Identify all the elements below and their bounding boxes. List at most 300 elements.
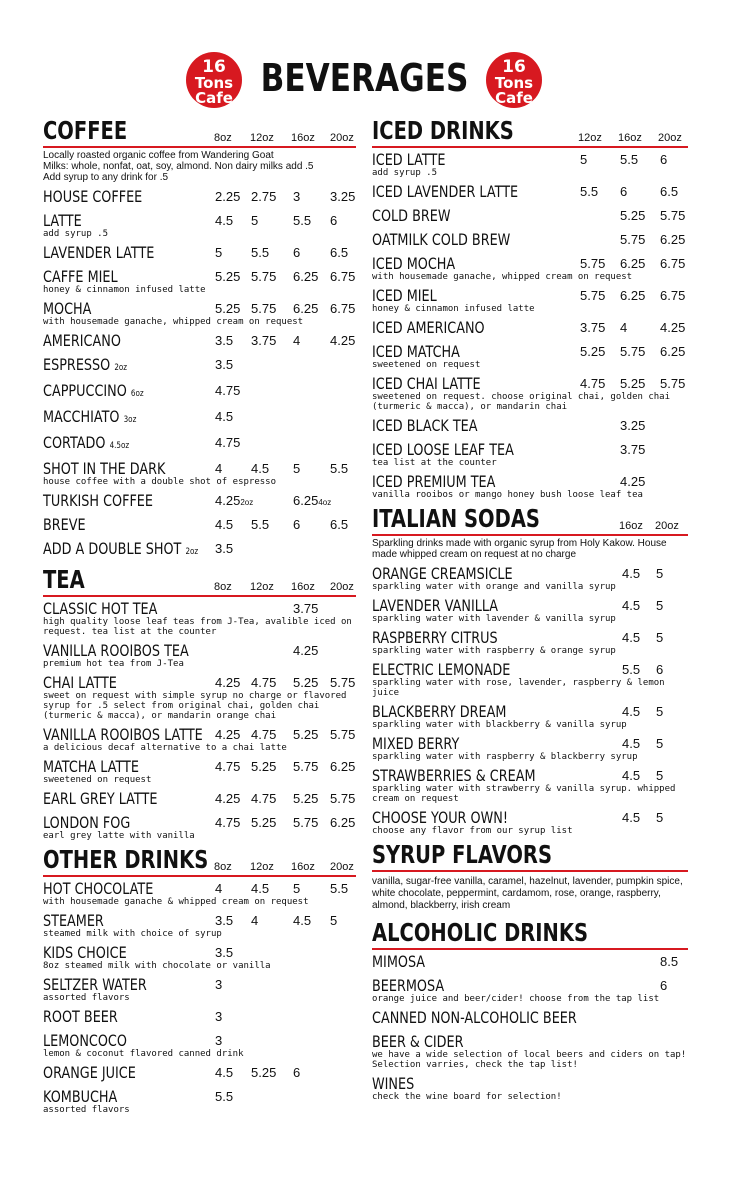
item-price-value: 5.75 (251, 301, 277, 316)
menu-item (43, 331, 356, 351)
item-name (43, 434, 129, 455)
item-price-value: 5.75 (580, 288, 606, 303)
item-description: sparkling water with lavender & vanilla syrup (372, 614, 616, 624)
item-price-value: 4.5 (622, 566, 641, 581)
item-price (215, 882, 222, 896)
item-price-value: 6.75 (660, 256, 686, 271)
item-name (372, 953, 425, 971)
item-price (330, 728, 355, 742)
item-price (622, 769, 640, 783)
item-price (656, 599, 663, 613)
item-name-text: ICED CHAI LATTE (372, 374, 481, 393)
item-price-value: 6 (660, 978, 668, 993)
item-name (43, 600, 157, 618)
item-price-value: 5.75 (293, 815, 319, 830)
item-description: sweet on request with simple syrup no charge or flavored syrup for .5 select from original chai, golden chai (turmeric & macca), or mandarin orange chai (43, 691, 347, 721)
item-price (620, 345, 645, 359)
item-price-value: 6 (330, 213, 338, 228)
item-price-value: 4 (293, 333, 301, 348)
item-name (43, 674, 117, 692)
item-description: sparkling water with raspberry & blackberry syrup (372, 752, 638, 762)
item-description: sparkling water with raspberry & orange syrup (372, 646, 616, 656)
item-price-value: 4.25 (620, 474, 646, 489)
item-name (43, 944, 127, 962)
item-name (372, 207, 450, 225)
item-price-value: 5 (293, 881, 301, 896)
item-name-text: CAFFE MIEL (43, 267, 118, 286)
item-price-value: 4.5 (622, 768, 641, 783)
menu-item (372, 976, 688, 1004)
item-price (293, 816, 318, 830)
item-list (372, 952, 688, 1102)
size-label: 8oz (214, 132, 232, 144)
item-name-text: ICED LOOSE LEAF TEA (372, 440, 514, 459)
item-price (293, 214, 311, 228)
item-name-text: VANILLA ROOIBOS LATTE (43, 725, 203, 744)
item-description: lemon & coconut flavored canned drink (43, 1049, 244, 1059)
item-name-text: CHAI LATTE (43, 673, 117, 692)
syrup-list: vanilla, sugar-free vanilla, caramel, hazelnut, lavender, pumpkin spice, white chocolate, peppermint, cardamom, rose, orange, raspberry, almond, blackberry, irish cream (372, 876, 683, 911)
item-size-note: 2oz (185, 547, 199, 557)
section-title: ICED DRINKS (372, 116, 514, 145)
item-name-text: OATMILK COLD BREW (372, 230, 511, 249)
item-price (660, 209, 685, 223)
item-name (372, 1075, 414, 1093)
size-label: 12oz (250, 861, 274, 873)
item-name-text: STEAMER (43, 911, 104, 930)
menu-item (43, 267, 356, 295)
item-description: honey & cinnamon infused latte (43, 285, 206, 295)
item-price (215, 246, 222, 260)
item-name-text: MATCHA LATTE (43, 757, 139, 776)
item-list (372, 564, 688, 836)
item-price-value: 3.5 (215, 333, 234, 348)
item-price (660, 185, 678, 199)
item-name-text: ESPRESSO (43, 355, 111, 374)
item-size-note: 6oz (130, 389, 144, 399)
item-price (660, 979, 667, 993)
item-price-value: 4.5 (215, 1065, 234, 1080)
item-name-text: BREVE (43, 515, 86, 534)
size-label: 20oz (330, 132, 354, 144)
item-description: sweetened on request. choose original chai, golden chai (turmeric & macca), or mandarin chai (372, 392, 671, 412)
item-description: with housemade ganache & whipped cream on request (43, 897, 309, 907)
item-description: house coffee with a double shot of espresso (43, 477, 276, 487)
item-price-value: 3.75 (293, 601, 319, 616)
item-price (215, 1066, 233, 1080)
item-price (293, 644, 318, 658)
item-description: vanilla rooibos or mango honey bush loose leaf tea (372, 490, 643, 500)
menu-item (372, 1074, 688, 1102)
item-price-value: 5.25 (293, 727, 319, 742)
item-price-value: 5 (656, 630, 664, 645)
item-price-value: 4 (251, 913, 259, 928)
item-size-note: 4.5oz (109, 441, 130, 451)
item-price (620, 257, 645, 271)
item-price-value: 5.75 (330, 791, 356, 806)
item-price-value: 5.75 (293, 759, 319, 774)
item-price-value: 5.25 (251, 759, 277, 774)
item-name (43, 356, 127, 377)
section-title: ALCOHOLIC DRINKS (372, 918, 589, 947)
item-name (43, 268, 118, 286)
item-price-value: 6.5 (330, 245, 349, 260)
item-price-value: 6.25 (660, 344, 686, 359)
item-price (656, 737, 663, 751)
item-price (215, 676, 240, 690)
item-price-value: 5 (656, 704, 664, 719)
item-name (372, 597, 498, 615)
item-price-value: 4.25 (215, 727, 241, 742)
menu-item (43, 1063, 356, 1083)
item-price-value: 5 (251, 213, 259, 228)
section-header (372, 918, 688, 950)
item-price (656, 769, 663, 783)
menu-item (372, 734, 688, 762)
section-other-drinks (43, 845, 356, 1115)
item-description: assorted flavors (43, 1105, 130, 1115)
item-price-value: 6.25 (330, 759, 356, 774)
item-description: orange juice and beer/cider! choose from the tap list (372, 994, 660, 1004)
menu-item (43, 943, 356, 971)
item-price (620, 233, 645, 247)
item-name (43, 642, 189, 660)
item-name (43, 408, 136, 429)
menu-item (43, 187, 356, 207)
item-name (372, 255, 455, 273)
intro-line: Locally roasted organic coffee from Wandering Goat (43, 150, 274, 161)
item-price (293, 246, 300, 260)
item-name-text: COLD BREW (372, 206, 451, 225)
item-description: tea list at the counter (372, 458, 497, 468)
item-price-value: 5 (656, 598, 664, 613)
item-list (43, 599, 356, 841)
item-price-value: 5.75 (660, 208, 686, 223)
item-price-value: 5 (656, 810, 664, 825)
item-price (251, 518, 269, 532)
item-price-value: 4.75 (251, 675, 277, 690)
menu-item (43, 789, 356, 809)
item-name-text: RASPBERRY CITRUS (372, 628, 498, 647)
item-price (660, 345, 685, 359)
section-header (43, 116, 356, 148)
item-price (293, 518, 300, 532)
item-name (43, 492, 153, 510)
intro-line: made whipped cream on request at no charge (372, 549, 577, 560)
item-price (656, 705, 663, 719)
item-price (251, 462, 269, 476)
item-price-value: 4.5 (622, 810, 641, 825)
item-price-value: 5.25 (251, 815, 277, 830)
menu-item (43, 975, 356, 1003)
item-name-text: LONDON FOG (43, 813, 131, 832)
item-name (372, 735, 459, 753)
item-description: sparkling water with rose, lavender, raspberry & lemon juice (372, 678, 665, 698)
item-price (215, 760, 240, 774)
item-price (620, 419, 645, 433)
item-price-value: 5.5 (620, 152, 639, 167)
menu-item (372, 182, 688, 202)
menu-item (43, 641, 356, 669)
item-name (372, 809, 508, 827)
item-price (660, 153, 667, 167)
item-name-text: ORANGE CREAMSICLE (372, 564, 513, 583)
item-price (251, 270, 276, 284)
section-header (43, 565, 356, 597)
item-price (330, 246, 348, 260)
item-name (43, 188, 142, 206)
item-price-value: 5.75 (660, 376, 686, 391)
item-name-text: BEERMOSA (372, 976, 445, 995)
section-tea (43, 565, 356, 841)
item-price-value: 4.5 (293, 913, 312, 928)
item-list (43, 187, 356, 561)
menu-item (372, 206, 688, 226)
item-price (215, 436, 240, 450)
item-price-value: 6 (656, 662, 664, 677)
item-list (372, 150, 688, 500)
item-name-text: LAVENDER VANILLA (372, 596, 499, 615)
item-description: sweetened on request (372, 360, 481, 370)
section-iced-drinks (372, 116, 688, 500)
item-price (656, 663, 663, 677)
item-price-value: 3 (215, 977, 223, 992)
item-name-text: ICED LATTE (372, 150, 446, 169)
item-price-value: 6.75 (330, 269, 356, 284)
item-price-value: 4.5 (622, 630, 641, 645)
item-size-note: 2oz (114, 363, 128, 373)
item-price-value: 5.75 (620, 344, 646, 359)
item-name-text: KOMBUCHA (43, 1087, 118, 1106)
item-price (251, 334, 276, 348)
item-price (215, 384, 240, 398)
size-label: 20oz (655, 520, 679, 532)
item-description: with housemade ganache, whipped cream on request (372, 272, 633, 282)
item-name-text: TURKISH COFFEE (43, 491, 153, 510)
menu-item (43, 1087, 356, 1115)
size-label: 16oz (291, 132, 315, 144)
item-name-text: SHOT IN THE DARK (43, 459, 166, 478)
item-description: sparkling water with strawberry & vanilla syrup. whipped cream on request (372, 784, 676, 804)
item-price-value: 4.5 (622, 736, 641, 751)
menu-item (372, 952, 688, 972)
size-label: 12oz (578, 132, 602, 144)
item-price (251, 816, 276, 830)
menu-item (372, 374, 688, 412)
item-name (372, 977, 444, 995)
item-price-value: 6 (293, 517, 301, 532)
item-name-text: SELTZER WATER (43, 975, 147, 994)
item-price (330, 816, 355, 830)
item-name (372, 231, 510, 249)
item-price (620, 209, 645, 223)
cafe-logo-right: 16 Tons Cafe www.16tonscafe.com (486, 52, 542, 108)
item-name (372, 661, 510, 679)
item-name (43, 726, 203, 744)
item-price (580, 153, 587, 167)
item-description: sweetened on request (43, 775, 152, 785)
section-header (43, 845, 356, 877)
menu-item (43, 813, 356, 841)
item-name (43, 516, 86, 534)
item-price (251, 760, 276, 774)
item-description: earl grey latte with vanilla (43, 831, 195, 841)
item-name-text: ICED MIEL (372, 286, 437, 305)
item-description: with housemade ganache, whipped cream on request (43, 317, 304, 327)
size-label: 16oz (291, 861, 315, 873)
menu-item (43, 433, 356, 455)
item-price-value: 5.5 (580, 184, 599, 199)
item-price-value: 4.5 (622, 598, 641, 613)
item-name-text: LAVENDER LATTE (43, 243, 155, 262)
size-label: 20oz (330, 581, 354, 593)
item-name-text: MOCHA (43, 299, 92, 318)
item-name (372, 151, 445, 169)
item-price (293, 270, 318, 284)
item-name-text: KIDS CHOICE (43, 943, 127, 962)
menu-item (43, 757, 356, 785)
item-price (215, 410, 233, 424)
item-description: sparkling water with blackberry & vanilla syrup (372, 720, 627, 730)
item-price (330, 760, 355, 774)
item-price (330, 882, 348, 896)
item-description: add syrup .5 (372, 168, 438, 178)
item-price (660, 257, 685, 271)
size-label: 16oz (618, 132, 642, 144)
item-price (215, 792, 240, 806)
item-name (372, 1009, 577, 1027)
item-price (215, 1090, 233, 1104)
item-price (293, 602, 318, 616)
item-price-value: 5.25 (293, 791, 319, 806)
size-label: 12oz (250, 132, 274, 144)
item-price (215, 358, 233, 372)
menu-item (43, 407, 356, 429)
menu-item (43, 459, 356, 487)
item-price (215, 518, 233, 532)
item-name (372, 565, 513, 583)
item-name (43, 244, 154, 262)
item-price (293, 792, 318, 806)
item-description: steamed milk with choice of syrup (43, 929, 222, 939)
menu-item (372, 472, 688, 500)
item-description: 8oz steamed milk with chocolate or vanilla (43, 961, 271, 971)
item-size-note: 3oz (123, 415, 137, 425)
item-description: assorted flavors (43, 993, 130, 1003)
menu-item (43, 381, 356, 403)
item-price-value: 5.75 (330, 675, 356, 690)
item-price (215, 494, 253, 510)
item-price-value: 5 (580, 152, 588, 167)
item-list (43, 879, 356, 1115)
item-price-value: 5 (330, 913, 338, 928)
menu-item (372, 564, 688, 592)
item-name-text: ROOT BEER (43, 1007, 118, 1026)
item-price (620, 185, 627, 199)
item-price-value: 5.5 (330, 461, 349, 476)
item-price (251, 914, 258, 928)
item-name (372, 319, 485, 337)
item-price (215, 542, 233, 556)
menu-item (43, 673, 356, 721)
menu-item (372, 702, 688, 730)
item-price-value: 3.25 (330, 189, 356, 204)
item-price-value: 6.25 (293, 269, 319, 284)
item-name (372, 1033, 464, 1051)
item-price-value: 4 (215, 461, 223, 476)
item-name (43, 814, 130, 832)
item-price-value: 6.25 (293, 493, 319, 508)
item-price-value: 6 (660, 152, 668, 167)
item-price (622, 811, 640, 825)
menu-item (372, 286, 688, 314)
item-price (330, 676, 355, 690)
section-title: COFFEE (43, 116, 128, 145)
section-title: TEA (43, 565, 85, 594)
price-size-note: 2oz (240, 498, 254, 507)
item-name (43, 758, 139, 776)
item-name-text: HOT CHOCOLATE (43, 879, 154, 898)
item-name-text: ICED AMERICANO (372, 318, 485, 337)
menu-item (43, 879, 356, 907)
item-price-value: 5 (656, 768, 664, 783)
item-price (660, 289, 685, 303)
item-description: honey & cinnamon infused latte (372, 304, 535, 314)
left-column (43, 116, 356, 1119)
price-size-note: 4oz (318, 498, 332, 507)
item-name-text: EARL GREY LATTE (43, 789, 158, 808)
item-price (622, 631, 640, 645)
menu-item (372, 230, 688, 250)
item-name (43, 1032, 127, 1050)
item-price-value: 3 (293, 189, 301, 204)
item-price (293, 334, 300, 348)
item-description: premium hot tea from J-Tea (43, 659, 184, 669)
item-price-value: 6.75 (330, 301, 356, 316)
item-price (215, 728, 240, 742)
item-name (372, 375, 481, 393)
menu-item (43, 911, 356, 939)
item-price-value: 6.5 (660, 184, 679, 199)
item-price-value: 5.5 (622, 662, 641, 677)
item-price (251, 246, 269, 260)
item-name-text: LEMONCOCO (43, 1031, 127, 1050)
item-price-value: 5.5 (293, 213, 312, 228)
item-name (43, 460, 165, 478)
right-column (372, 116, 688, 1106)
item-price (330, 302, 355, 316)
item-price (580, 185, 598, 199)
item-description: we have a wide selection of local beers and ciders on tap! Selection varries, check the tap list! (372, 1050, 687, 1070)
item-price-value: 3 (215, 1009, 223, 1024)
item-price (215, 816, 240, 830)
item-price (215, 190, 240, 204)
item-price (251, 214, 258, 228)
item-price-value: 5.5 (215, 1089, 234, 1104)
item-name-text: ICED PREMIUM TEA (372, 472, 496, 491)
section-header (372, 504, 688, 536)
item-price (330, 334, 355, 348)
item-price-value: 5.5 (330, 881, 349, 896)
item-name-text: AMERICANO (43, 331, 121, 350)
item-price-value: 4.5 (622, 704, 641, 719)
size-label: 20oz (330, 861, 354, 873)
item-name (372, 473, 495, 491)
item-price (215, 946, 233, 960)
menu-item (43, 725, 356, 753)
item-price (330, 214, 337, 228)
item-price (620, 321, 627, 335)
